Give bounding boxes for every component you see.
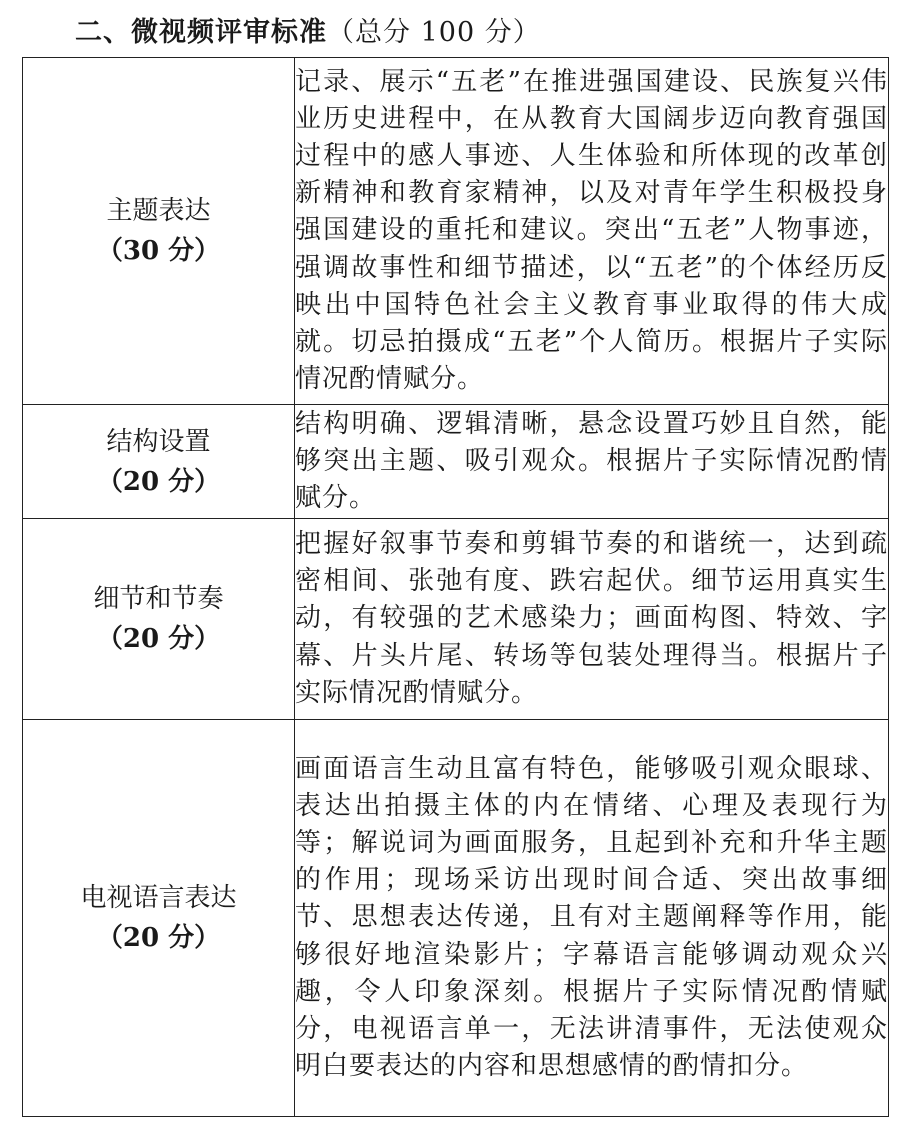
criterion-name: 细节和节奏: [93, 584, 224, 614]
criterion-cell: [23, 720, 295, 1117]
criterion-cell: [23, 58, 295, 405]
criterion-score: （20 分）: [96, 923, 221, 953]
criterion-score: （20 分）: [96, 624, 221, 654]
criterion-description: [295, 720, 889, 1117]
table-row: [23, 58, 889, 405]
criterion-name: 结构设置: [106, 426, 211, 457]
heading-title: 二、微视频评审标准: [75, 17, 327, 48]
table-row: [23, 405, 889, 519]
table-row: [23, 519, 889, 720]
criterion-description-text: 画面语言生动且富有特色，能够吸引观众眼球、表达出拍摄主体的内在情绪、心理及表现行为等；解说词为画面服务，且起到补充和升华主题的作用；现场采访出现时间合适、突出故事细节、思想表达传递，且有对主题阐释等作用，能够很好地渲染影片；字幕语言能够调动观众兴趣，令人印象深刻。根据片子实际情况酌情赋分，电视语言单一，无法讲清事件，无法使观众明白要表达的内容和思想感情的酌情扣分。: [295, 753, 888, 1082]
criterion-score: （20 分）: [96, 466, 221, 497]
criterion-name: 电视语言表达: [80, 883, 237, 913]
table-row: [23, 720, 889, 1117]
criterion-name: 主题表达: [106, 196, 211, 226]
criterion-cell: [23, 519, 295, 720]
criterion-description: [295, 58, 889, 405]
section-heading: [75, 10, 541, 49]
criterion-cell: [23, 405, 295, 519]
criterion-description-text: 把握好叙事节奏和剪辑节奏的和谐统一，达到疏密相间、张弛有度、跌宕起伏。细节运用真实生动，有较强的艺术感染力；画面构图、特效、字幕、片头片尾、转场等包装处理得当。根据片子实际情况酌情赋分。: [295, 528, 888, 708]
criterion-description: [295, 405, 889, 519]
criterion-description: [295, 519, 889, 720]
criterion-description-text: 记录、展示“五老”在推进强国建设、民族复兴伟业历史进程中，在从教育大国阔步迈向教育强国过程中的感人事迹、人生体验和所体现的改革创新精神和教育家精神，以及对青年学生积极投身强国建设的重托和建议。突出“五老”人物事迹，强调故事性和细节描述，以“五老”的个体经历反映出中国特色社会主义教育事业取得的伟大成就。切忌拍摄成“五老”个人简历。根据片子实际情况酌情赋分。: [295, 66, 888, 395]
heading-total-score: （总分 100 分）: [327, 17, 541, 48]
scoring-criteria-table: [22, 57, 889, 1117]
criterion-description-text: 结构明确、逻辑清晰，悬念设置巧妙且自然，能够突出主题、吸引观众。根据片子实际情况酌情赋分。: [295, 408, 888, 514]
criterion-score: （30 分）: [96, 236, 221, 266]
